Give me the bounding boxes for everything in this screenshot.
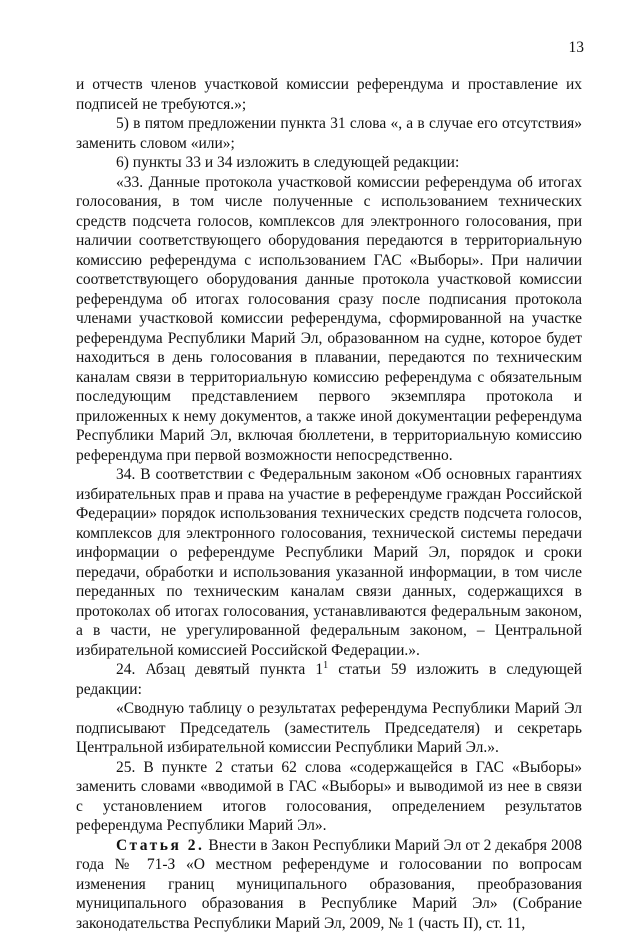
- paragraph-item-24: [76, 660, 582, 699]
- paragraph-item-25: 25. В пункте 2 статьи 62 слова «содержащейся в ГАС «Выборы» заменить словами «вводимой в ГАС «Выборы» и выводимой из нее в связи с установлением итогов голосования, определением результатов референдума Республики Марий Эл».: [76, 758, 582, 836]
- paragraph-item-6: 6) пункты 33 и 34 изложить в следующей редакции:: [76, 153, 582, 173]
- paragraph-point-33: «33. Данные протокола участковой комиссии референдума об итогах голосования, в том числе полученные с использованием технических средств подсчета голосов, комплексов для электронного голосования, при наличии соответствующего оборудования передаются в территориальную комиссию референдума с использованием ГАС «Выборы». При наличии соответствующего оборудования данные протокола участковой комиссии референдума об итогах голосования сразу после подписания протокола членами участковой комиссии референдума, сформированной на участке референдума Республики Марий Эл, образованном на судне, которое будет находиться в день голосования в плавании, передаются по техническим каналам связи в территориальную комиссию референдума с обязательным последующим представлением первого экземпляра протокола и приложенных к нему документов, а также иной документации референдума Республики Марий Эл, включая бюллетени, в территориальную комиссию референдума при первой возможности непосредственно.: [76, 173, 582, 466]
- paragraph-quote-summary-table: «Сводную таблицу о результатах референдума Республики Марий Эл подписывают Председатель (заместитель Председателя) и секретарь Центральной избирательной комиссии Республики Марий Эл.».: [76, 699, 582, 758]
- item-24-text-before: 24. Абзац девятый пункта 1: [116, 661, 323, 678]
- item-24-text-after: статьи 59 изложить в следующей редакции:: [76, 661, 582, 698]
- article-2-text: Внести в Закон Республики Марий Эл от 2 декабря 2008 года № 71-З «О местном референдуме и голосовании по вопросам изменения границ муниципального образования, преобразования муниципального образования в Республике Марий Эл» (Собрание законодательства Республики Марий Эл, 2009, № 1 (часть II), ст. 11,: [76, 837, 582, 932]
- article-2-heading: Статья 2.: [116, 837, 204, 854]
- paragraph-point-34: 34. В соответствии с Федеральным законом «Об основных гарантиях избирательных прав и права на участие в референдуме граждан Российской Федерации» порядок использования технических средств подсчета голосов, комплексов для электронного голосования, технической системы передачи информации о референдуме Республики Марий Эл, порядок и сроки передачи, обработки и использования указанной информации, в том числе переданных по техническим каналам связи данных, содержащихся в протоколах об итогах голосования, устанавливаются федеральным законом, а в части, не урегулированной федеральным законом, – Центральной избирательной комиссией Российской Федерации.».: [76, 465, 582, 660]
- document-body: [76, 75, 582, 933]
- paragraph-article-2: [76, 836, 582, 933]
- page-number: 13: [569, 38, 585, 57]
- paragraph-item-5: 5) в пятом предложении пункта 31 слова «, а в случае его отсутствия» заменить словом «или»;: [76, 114, 582, 153]
- item-24-superscript: 1: [323, 660, 328, 671]
- paragraph-continuation: и отчеств членов участковой комиссии референдума и проставление их подписей не требуются.»;: [76, 75, 582, 114]
